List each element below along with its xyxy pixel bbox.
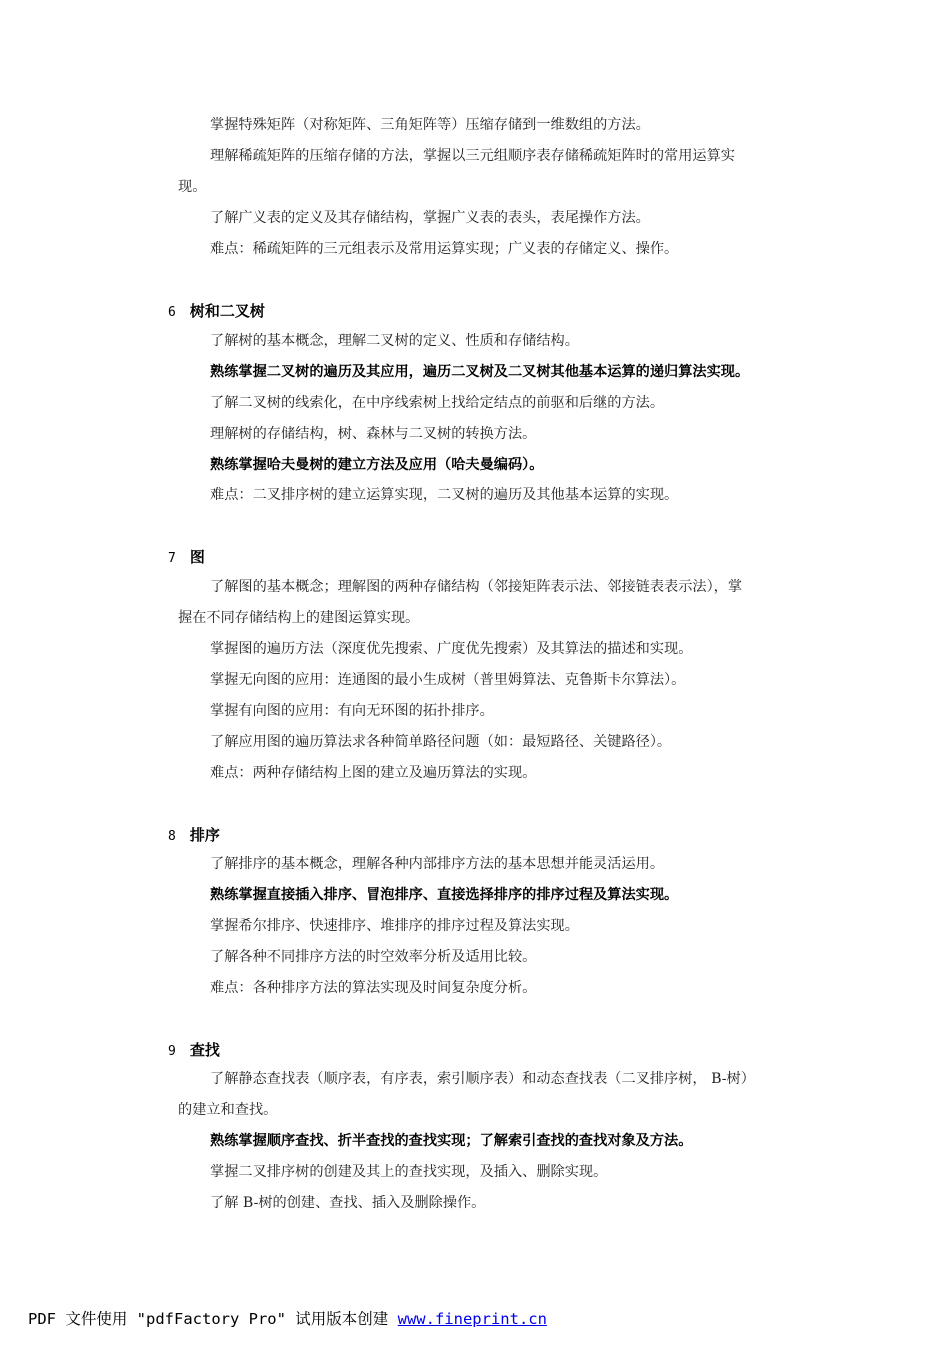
text-line: 的建立和查找。 bbox=[178, 1102, 278, 1118]
section-heading-8 bbox=[168, 826, 220, 846]
text-line: 了解二叉树的线索化，在中序线索树上找给定结点的前驱和后继的方法。 bbox=[210, 395, 665, 411]
section-title: 树和二叉树 bbox=[189, 302, 265, 320]
text-line: 掌握无向图的应用：连通图的最小生成树（普里姆算法、克鲁斯卡尔算法）。 bbox=[210, 672, 686, 688]
section-heading-6 bbox=[168, 302, 265, 322]
section-number: 8 bbox=[168, 829, 176, 844]
footer-link[interactable]: www.fineprint.cn bbox=[397, 1310, 547, 1328]
key-point-line: 熟练掌握顺序查找、折半查找的查找实现；了解索引查找的查找对象及方法。 bbox=[210, 1133, 693, 1149]
text-line: 了解 B-树的创建、查找、插入及删除操作。 bbox=[210, 1195, 486, 1211]
section-number: 6 bbox=[168, 305, 176, 320]
section-number: 7 bbox=[168, 551, 176, 566]
key-point-line: 熟练掌握直接插入排序、冒泡排序、直接选择排序的排序过程及算法实现。 bbox=[210, 887, 679, 903]
section-title: 查找 bbox=[189, 1041, 220, 1059]
section-heading-7 bbox=[168, 548, 205, 568]
section-title: 图 bbox=[189, 548, 205, 566]
text-line: 了解各种不同排序方法的时空效率分析及适用比较。 bbox=[210, 949, 537, 965]
section-title: 排序 bbox=[189, 826, 220, 844]
footer-text: PDF 文件使用 "pdfFactory Pro" 试用版本创建 bbox=[28, 1310, 398, 1328]
text-line: 难点：两种存储结构上图的建立及遍历算法的实现。 bbox=[210, 765, 537, 781]
text-line: 现。 bbox=[178, 179, 207, 195]
key-point-line: 熟练掌握二叉树的遍历及其应用，遍历二叉树及二叉树其他基本运算的递归算法实现。 bbox=[210, 364, 750, 380]
text-line: 理解树的存储结构，树、森林与二叉树的转换方法。 bbox=[210, 426, 537, 442]
text-line: 了解静态查找表（顺序表，有序表，索引顺序表）和动态查找表（二叉排序树， B-树） bbox=[210, 1071, 755, 1087]
text-line: 难点：稀疏矩阵的三元组表示及常用运算实现；广义表的存储定义、操作。 bbox=[210, 241, 679, 257]
section-number: 9 bbox=[168, 1044, 176, 1059]
text-line: 难点：二叉排序树的建立运算实现，二叉树的遍历及其他基本运算的实现。 bbox=[210, 487, 679, 503]
text-line: 掌握图的遍历方法（深度优先搜索、广度优先搜索）及其算法的描述和实现。 bbox=[210, 641, 693, 657]
text-line: 掌握有向图的应用：有向无环图的拓扑排序。 bbox=[210, 703, 494, 719]
section-heading-9 bbox=[168, 1041, 220, 1061]
text-line: 理解稀疏矩阵的压缩存储的方法，掌握以三元组顺序表存储稀疏矩阵时的常用运算实 bbox=[210, 148, 735, 164]
text-line: 掌握二叉排序树的创建及其上的查找实现，及插入、删除实现。 bbox=[210, 1164, 608, 1180]
pdf-footer bbox=[28, 1309, 547, 1329]
text-line: 了解图的基本概念；理解图的两种存储结构（邻接矩阵表示法、邻接链表表示法），掌 bbox=[210, 579, 743, 595]
text-line: 了解排序的基本概念，理解各种内部排序方法的基本思想并能灵活运用。 bbox=[210, 856, 665, 872]
text-line: 了解广义表的定义及其存储结构，掌握广义表的表头，表尾操作方法。 bbox=[210, 210, 650, 226]
key-point-line: 熟练掌握哈夫曼树的建立方法及应用（哈夫曼编码）。 bbox=[210, 457, 544, 473]
text-line: 握在不同存储结构上的建图运算实现。 bbox=[178, 610, 420, 626]
text-line: 了解应用图的遍历算法求各种简单路径问题（如：最短路径、关键路径）。 bbox=[210, 734, 672, 750]
text-line: 掌握特殊矩阵（对称矩阵、三角矩阵等）压缩存储到一维数组的方法。 bbox=[210, 117, 650, 133]
text-line: 难点：各种排序方法的算法实现及时间复杂度分析。 bbox=[210, 980, 537, 996]
text-line: 了解树的基本概念，理解二叉树的定义、性质和存储结构。 bbox=[210, 333, 579, 349]
text-line: 掌握希尔排序、快速排序、堆排序的排序过程及算法实现。 bbox=[210, 918, 579, 934]
